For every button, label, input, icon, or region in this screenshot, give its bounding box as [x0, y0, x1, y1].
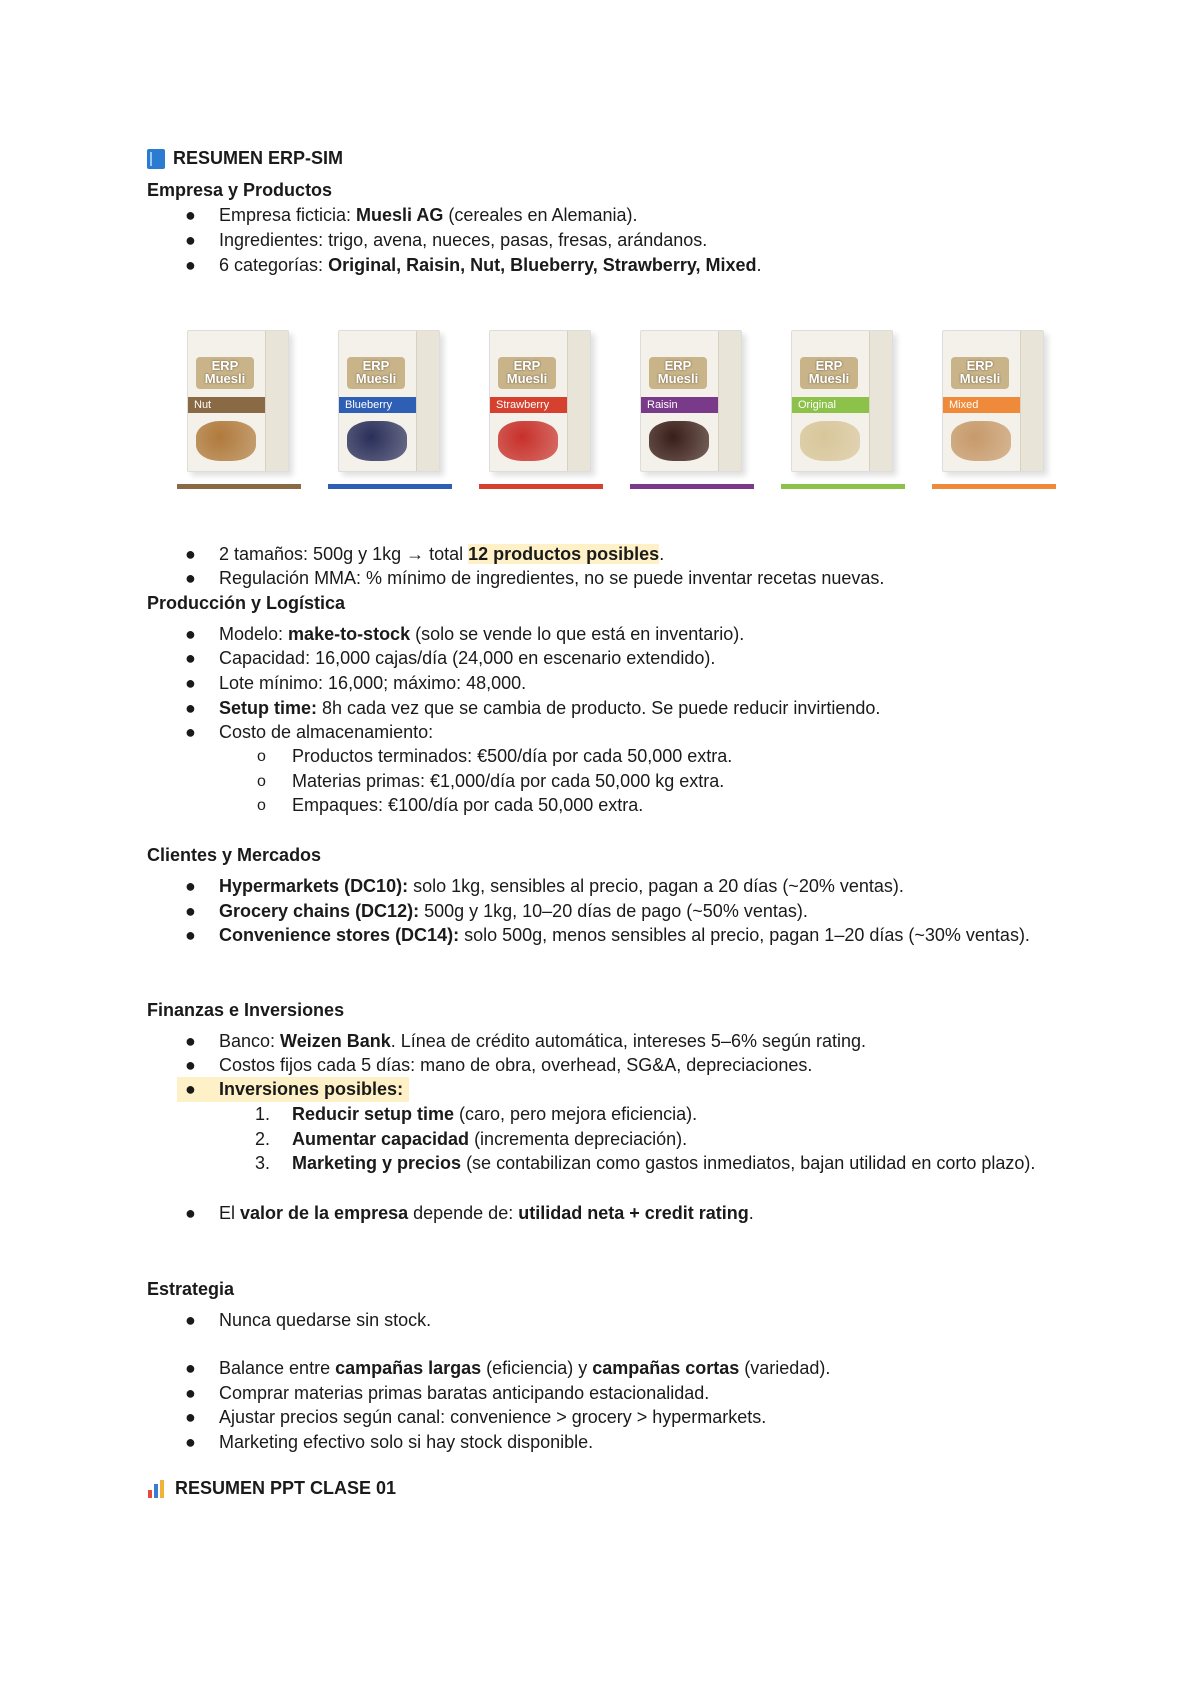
bold-text: Muesli AG: [356, 205, 444, 225]
list-item-text: [219, 228, 1065, 253]
text: 8h cada vez que se cambia de producto. Se puede reducir invirtiendo.: [317, 698, 881, 718]
ingredient-image: [951, 421, 1011, 461]
color-bar: [479, 484, 603, 489]
list-item-text: [219, 1029, 1065, 1054]
box-side: [1020, 331, 1043, 471]
color-bar: [177, 484, 301, 489]
bullet-marker: ●: [185, 230, 196, 250]
bullet-marker: ●: [185, 722, 196, 742]
list-item-text: [219, 542, 1065, 567]
product-box-strawberry: [479, 330, 605, 495]
erp-muesli-logo: ERP Muesli: [649, 357, 707, 389]
box-side: [869, 331, 892, 471]
erp-muesli-logo: ERP Muesli: [951, 357, 1009, 389]
product-box-raisin: [630, 330, 756, 495]
cereal-box: [489, 330, 591, 472]
bullet-marker: ●: [185, 205, 196, 225]
erp-muesli-logo: ERP Muesli: [347, 357, 405, 389]
text: (solo se vende lo que está en inventario).: [410, 624, 745, 644]
list-item-text: [219, 1356, 1065, 1381]
bold-text: make-to-stock: [288, 624, 411, 644]
bold-text: Inversiones posibles:: [219, 1079, 404, 1099]
list-item-text: [219, 1053, 1065, 1078]
text: 6 categorías:: [219, 255, 329, 275]
bullet-marker: ●: [185, 255, 196, 275]
list-item-text: [219, 671, 1065, 696]
list-item-text: [219, 1308, 1065, 1333]
product-box-mixed: [932, 330, 1058, 495]
list-item-text: [292, 1102, 1065, 1127]
text: Balance entre: [219, 1358, 336, 1378]
main-title: RESUMEN ERP-SIM: [147, 146, 343, 171]
text: Capacidad: 16,000 cajas/día (24,000 en escenario extendido).: [219, 648, 716, 668]
bold-text: Hypermarkets (DC10):: [219, 876, 409, 896]
list-item-text: [292, 769, 1065, 794]
bullet-marker: o: [257, 797, 266, 814]
text: Regulación MMA: % mínimo de ingredientes, no se puede inventar recetas nuevas.: [219, 568, 885, 588]
ingredient-image: [649, 421, 709, 461]
bold-text: Original, Raisin, Nut, Blueberry, Strawberry, Mixed: [328, 255, 757, 275]
cereal-box: [942, 330, 1044, 472]
bold-text: Setup time:: [219, 698, 318, 718]
text: (incrementa depreciación).: [469, 1129, 688, 1149]
bullet-marker: ●: [185, 624, 196, 644]
list-item-text: [292, 744, 1065, 769]
list-item-text: [219, 566, 1065, 591]
text: El: [219, 1203, 241, 1223]
bullet-marker: ●: [185, 544, 196, 564]
product-label: Mixed: [943, 397, 1025, 413]
section-title-finanzas: Finanzas e Inversiones: [147, 1000, 345, 1020]
product-label: Nut: [188, 397, 270, 413]
text: solo 1kg, sensibles al precio, pagan a 20 días (~20% ventas).: [408, 876, 904, 896]
cereal-box: [187, 330, 289, 472]
bold-text: 12 productos posibles: [468, 544, 660, 564]
list-item-text: [219, 1381, 1065, 1406]
bullet-marker: ●: [185, 568, 196, 588]
text: solo 500g, menos sensibles al precio, pagan 1–20 días (~30% ventas).: [459, 925, 1030, 945]
bullet-marker: ●: [185, 1079, 196, 1099]
bullet-marker: o: [257, 748, 266, 765]
bullet-marker: 1.: [255, 1104, 271, 1124]
bold-text: Marketing y precios: [292, 1153, 462, 1173]
list-item-text: [219, 874, 1065, 899]
text: depende de:: [408, 1203, 519, 1223]
color-bar: [781, 484, 905, 489]
inversion-numbered-item: [147, 1151, 1065, 1201]
text: 500g y 1kg, 10–20 días de pago (~50% ventas).: [419, 901, 808, 921]
list-item-text: [219, 1430, 1065, 1455]
list-item-text: [219, 1077, 1065, 1102]
bar-chart-icon: [147, 1479, 167, 1499]
cereal-box: [338, 330, 440, 472]
text: (cereales en Alemania).: [443, 205, 638, 225]
bullet-marker: 3.: [255, 1153, 271, 1173]
bold-text: Aumentar capacidad: [292, 1129, 470, 1149]
color-bar: [932, 484, 1056, 489]
text: Ajustar precios según canal: convenience > grocery > hypermarkets.: [219, 1407, 767, 1427]
product-box-blueberry: [328, 330, 454, 495]
list-item-text: [219, 899, 1065, 924]
bullet-marker: ●: [185, 1383, 196, 1403]
footer-title: RESUMEN PPT CLASE 01: [147, 1476, 396, 1501]
list-item-text: [219, 696, 1065, 721]
list-item-text: [219, 203, 1065, 228]
bullet-marker: ●: [185, 1203, 196, 1223]
list-item-text: [292, 1127, 1065, 1152]
box-side: [567, 331, 590, 471]
bullet-marker: ●: [185, 648, 196, 668]
cereal-box: [791, 330, 893, 472]
list-item-text: [292, 1151, 1065, 1176]
bullet-marker: o: [257, 773, 266, 790]
inversion-numbered-item: [147, 1127, 1065, 1152]
erp-muesli-logo: ERP Muesli: [498, 357, 556, 389]
list-item-text: [219, 253, 1065, 278]
text: Productos terminados: €500/día por cada 50,000 extra.: [292, 746, 733, 766]
text: Banco:: [219, 1031, 281, 1051]
box-side: [265, 331, 288, 471]
product-label: Raisin: [641, 397, 723, 413]
bold-text: Weizen Bank: [280, 1031, 391, 1051]
box-side: [718, 331, 741, 471]
inversion-numbered-item: [147, 1102, 1065, 1127]
bullet-marker: ●: [185, 1031, 196, 1051]
bold-text: Reducir setup time: [292, 1104, 455, 1124]
text: (se contabilizan como gastos inmediatos, bajan utilidad en corto plazo).: [461, 1153, 1036, 1173]
list-item-text: [219, 1201, 1065, 1226]
list-item-text: [219, 646, 1065, 671]
text: Materias primas: €1,000/día por cada 50,000 kg extra.: [292, 771, 725, 791]
erp-muesli-logo: ERP Muesli: [196, 357, 254, 389]
ingredient-image: [347, 421, 407, 461]
text: .: [756, 255, 762, 275]
text: Marketing efectivo solo si hay stock disponible.: [219, 1432, 594, 1452]
text: Empaques: €100/día por cada 50,000 extra.: [292, 795, 644, 815]
section-title-produccion: Producción y Logística: [147, 593, 346, 613]
text: .: [748, 1203, 754, 1223]
bullet-marker: ●: [185, 901, 196, 921]
section-title-clientes: Clientes y Mercados: [147, 845, 322, 865]
bullet-marker: ●: [185, 1055, 196, 1075]
bold-text: utilidad neta + credit rating: [518, 1203, 749, 1223]
bold-text: Convenience stores (DC14):: [219, 925, 460, 945]
text: .: [659, 544, 665, 564]
ingredient-image: [498, 421, 558, 461]
text: Costos fijos cada 5 días: mano de obra, overhead, SG&A, depreciaciones.: [219, 1055, 813, 1075]
product-label: Strawberry: [490, 397, 572, 413]
text: Costo de almacenamiento:: [219, 722, 434, 742]
product-label: Original: [792, 397, 874, 413]
color-bar: [630, 484, 754, 489]
product-box-nut: [177, 330, 303, 495]
text: . Línea de crédito automática, intereses 5–6% según rating.: [390, 1031, 867, 1051]
list-item-text: [219, 923, 1065, 948]
bold-text: valor de la empresa: [240, 1203, 409, 1223]
list-item-text: [219, 622, 1065, 647]
text: Comprar materias primas baratas anticipando estacionalidad.: [219, 1383, 710, 1403]
text: Ingredientes: trigo, avena, nueces, pasas, fresas, arándanos.: [219, 230, 708, 250]
cereal-box: [640, 330, 742, 472]
bullet-marker: ●: [185, 1432, 196, 1452]
product-label: Blueberry: [339, 397, 421, 413]
erp-muesli-logo: ERP Muesli: [800, 357, 858, 389]
product-images-row: [177, 330, 1065, 495]
list-item-text: [292, 793, 1065, 818]
bullet-marker: ●: [185, 1310, 196, 1330]
text: Empresa ficticia:: [219, 205, 357, 225]
bullet-marker: ●: [185, 925, 196, 945]
bold-text: Grocery chains (DC12):: [219, 901, 420, 921]
section-title-empresa: Empresa y Productos: [147, 180, 333, 200]
text: (variedad).: [739, 1358, 831, 1378]
bullet-marker: 2.: [255, 1129, 271, 1149]
list-item-text: [219, 720, 1065, 745]
list-item-text: [219, 1405, 1065, 1430]
clientes-item: [147, 923, 1065, 973]
text: Modelo:: [219, 624, 289, 644]
color-bar: [328, 484, 452, 489]
product-box-original: [781, 330, 907, 495]
ingredient-image: [800, 421, 860, 461]
ingredient-image: [196, 421, 256, 461]
text: (eficiencia) y: [481, 1358, 593, 1378]
blue-book-icon: [147, 149, 165, 169]
bullet-marker: ●: [185, 673, 196, 693]
text: 2 tamaños: 500g y 1kg → total: [219, 544, 469, 564]
text: Nunca quedarse sin stock.: [219, 1310, 432, 1330]
bullet-marker: ●: [185, 876, 196, 896]
bullet-marker: ●: [185, 1358, 196, 1378]
text: (caro, pero mejora eficiencia).: [454, 1104, 698, 1124]
bold-text: campañas largas: [335, 1358, 482, 1378]
section-title-estrategia: Estrategia: [147, 1279, 235, 1299]
bullet-marker: ●: [185, 698, 196, 718]
bullet-marker: ●: [185, 1407, 196, 1427]
bold-text: campañas cortas: [592, 1358, 740, 1378]
box-side: [416, 331, 439, 471]
text: Lote mínimo: 16,000; máximo: 48,000.: [219, 673, 527, 693]
